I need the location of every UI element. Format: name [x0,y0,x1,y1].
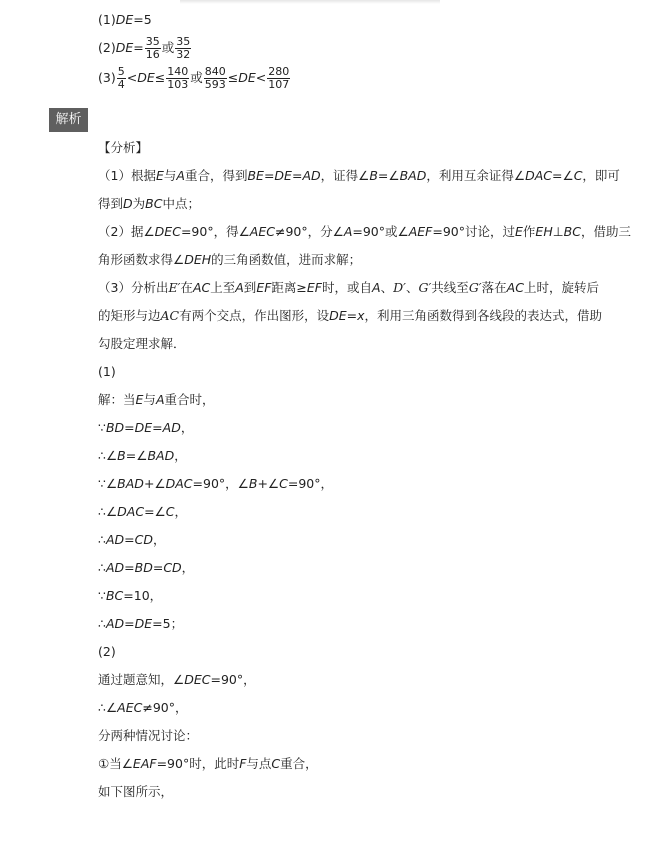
solution-line: ∴∠B=∠BAD， [98,448,187,463]
analysis-line-6: 的矩形与边AC有两个交点，作出图形，设DE=x，利用三角函数得到各线段的表达式，借助 [98,308,603,323]
solution-line: 分两种情况讨论： [98,728,199,743]
solution-line: ∴AD=BD=CD， [98,560,195,575]
answer-2: (2)DE= $\frac{35}{16}$ 或 $\frac{35}{32}$ [98,35,191,61]
solution-part-2: (2) [98,644,116,659]
solution-line: ∵BD=DE=AD， [98,420,194,435]
solution-line: ∴AD=CD， [98,532,166,547]
analysis-badge: 解析 [49,108,88,132]
analysis-line-3: （2）据∠DEC=90°，得∠AEC≠90°，分∠A=90°或∠AEF=90°讨论，过E作EH⊥BC，借助三 [98,224,631,239]
top-shadow [180,0,440,4]
analysis-line-5: （3）分析出E′在AC上至A到EF距离≥EF时，或自A、D′、G′共线至G′落在AC上时，旋转后 [98,280,599,295]
analysis-line-2: 得到D为BC中点； [98,196,200,211]
analysis-line-4: 角形函数求得∠DEH的三角函数值，进而求解； [98,252,362,267]
solution-line: 如下图所示， [98,784,174,799]
solution-part-1: (1) [98,364,116,379]
solution-line: ∴∠AEC≠90°， [98,700,188,715]
solution-line: ①当∠EAF=90°时，此时F与点C重合， [98,756,318,771]
solution-line: 通过题意知，∠DEC=90°， [98,672,256,687]
solution-line: 解：当E与A重合时， [98,392,215,407]
analysis-line-1: （1）根据E与A重合，得到BE=DE=AD，证得∠B=∠BAD，利用互余证得∠DAC=∠C，即可 [98,168,620,183]
answer-3: (3) $\frac{5}{4}$ <DE≤ $\frac{140}{103}$ 或 $\frac{840}{593}$ ≤DE< $\frac{280}{107}$ [98,65,290,91]
solution-line: ∴∠DAC=∠C， [98,504,188,519]
analysis-line-7: 勾股定理求解． [98,336,186,351]
solution-line: ∵BC=10， [98,588,163,603]
solution-line: ∴AD=DE=5； [98,616,184,631]
analysis-heading: 【分析】 [98,140,149,155]
solution-line: ∵∠BAD+∠DAC=90°，∠B+∠C=90°， [98,476,334,491]
answer-1: (1)DE=5 [98,12,152,27]
